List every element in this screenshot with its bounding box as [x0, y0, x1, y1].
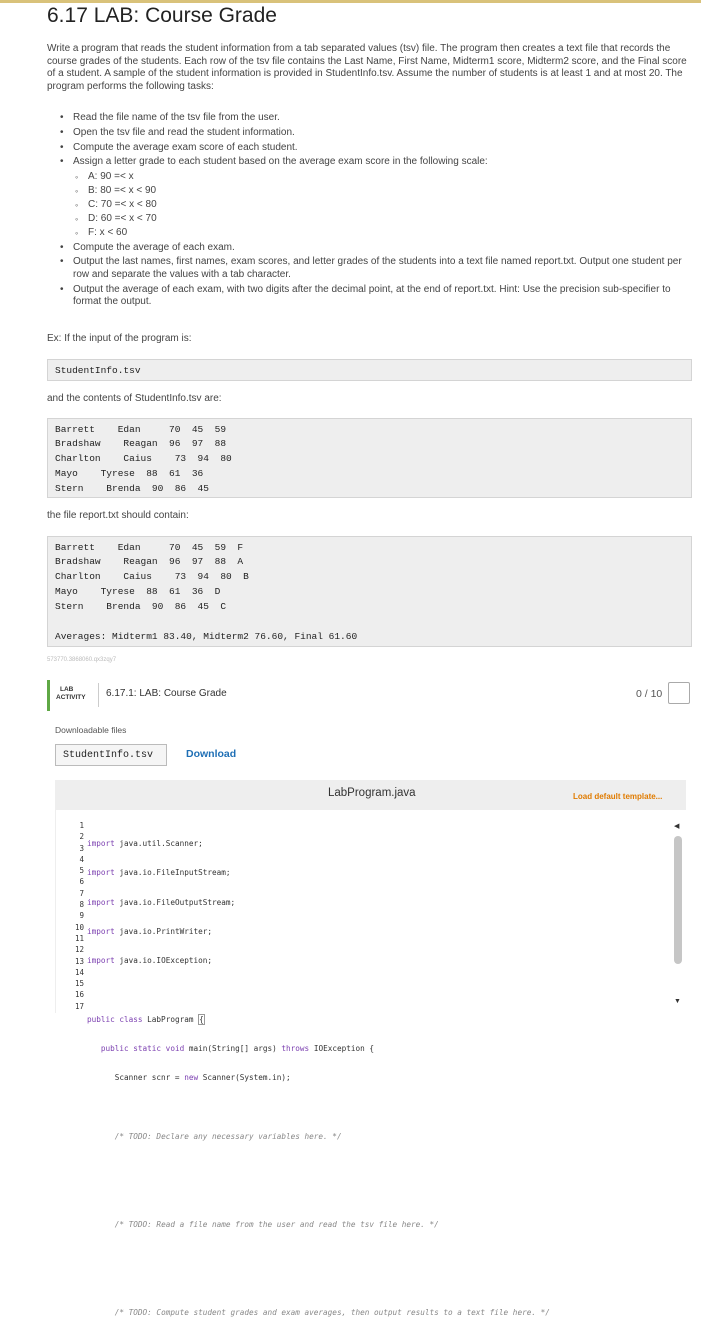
line-number: 8 — [79, 900, 84, 910]
line-number: 4 — [79, 854, 84, 864]
code-line — [87, 1102, 667, 1113]
code-line — [87, 1160, 667, 1171]
task-item: • Compute the average exam score of each student. — [73, 142, 693, 155]
code-area[interactable] — [87, 820, 667, 1336]
code-line: /* TODO: Read a file name from the user and read the tsv file here. */ — [114, 1219, 439, 1229]
report-label: the file report.txt should contain: — [47, 510, 189, 521]
code-line — [87, 1190, 667, 1201]
top-accent-line — [0, 0, 701, 3]
task-item: • Output the average of each exam, with two digits after the decimal point, at the end of report.txt. Hint: Use the precision sub-specifier to format the output. — [73, 284, 693, 309]
scroll-up-icon[interactable]: ◀ — [674, 823, 680, 830]
code-line: import java.util.Scanner; — [87, 839, 203, 848]
report-row: Stern Brenda 90 86 45 C — [55, 601, 227, 612]
scrollbar-thumb[interactable] — [674, 836, 682, 964]
example-input-label: Ex: If the input of the program is: — [47, 333, 192, 344]
grade-scale-item: ◦ A: 90 =< x — [88, 171, 693, 184]
page-title: 6.17 LAB: Course Grade — [47, 4, 277, 27]
code-line: Scanner scnr = new Scanner(System.in); — [87, 1073, 291, 1083]
intro-paragraph: Write a program that reads the student information from a tab separated values (tsv) file. The program then creates a text file that records the course grades of the students. Each row of the tsv file contains the Last Name, First Name, Midterm1 score, Midterm2 score, and the Final score of a student. A sample of the student information is provided in StudentInfo.tsv. Assume the number of students is at least 1 and at most 20. The program performs the following tasks: — [47, 43, 687, 92]
load-default-template-button[interactable]: Load default template... — [573, 792, 663, 801]
line-number: 9 — [79, 911, 84, 921]
example-input-text: StudentInfo.tsv — [55, 365, 141, 376]
lab-score: 0 / 10 — [636, 688, 663, 700]
editor-header — [55, 780, 686, 810]
line-number: 15 — [74, 979, 84, 989]
grade-scale-item: ◦ C: 70 =< x < 80 — [88, 199, 693, 212]
code-line: import java.io.FileOutputStream; — [87, 897, 236, 907]
grade-scale-item: ◦ F: x < 60 — [88, 227, 693, 240]
content-id: 573770.3868060.qx3zqy7 — [47, 657, 117, 663]
code-line: public class LabProgram { — [87, 1014, 204, 1024]
tsv-row: Charlton Caius 73 94 80 — [55, 453, 232, 464]
lab-activity-header — [47, 680, 692, 711]
grade-scale-item: ◦ D: 60 =< x < 70 — [88, 213, 693, 226]
code-line: /* TODO: Declare any necessary variables here. */ — [114, 1131, 342, 1141]
task-list — [73, 112, 693, 311]
downloadable-files-label: Downloadable files — [55, 725, 127, 735]
report-contents-box — [47, 536, 692, 647]
tsv-row: Mayo Tyrese 88 61 36 — [55, 468, 204, 479]
code-line — [87, 984, 667, 995]
scroll-down-icon[interactable]: ▼ — [674, 998, 681, 1005]
task-item: • Open the tsv file and read the student information. — [73, 127, 693, 140]
contents-label: and the contents of StudentInfo.tsv are: — [47, 393, 222, 404]
code-line: import java.io.FileInputStream; — [87, 868, 231, 878]
grade-scale-item: ◦ B: 80 =< x < 90 — [88, 185, 693, 198]
line-number: 3 — [79, 843, 84, 853]
tsv-row: Bradshaw Reagan 96 97 88 — [55, 438, 227, 449]
line-number: 7 — [79, 888, 84, 898]
code-line: import java.io.PrintWriter; — [87, 926, 212, 936]
code-editor[interactable] — [55, 810, 686, 1317]
lab-title: 6.17.1: LAB: Course Grade — [106, 688, 227, 699]
lab-tag-line: ACTIVITY — [56, 694, 86, 701]
line-number: 2 — [79, 832, 84, 842]
editor-filename: LabProgram.java — [328, 787, 416, 799]
code-line — [87, 1248, 667, 1259]
task-item — [73, 156, 693, 239]
file-chip: StudentInfo.tsv — [55, 744, 167, 766]
task-item: • Output the last names, first names, exam scores, and letter grades of the students into a text file named report.txt. Output one student per row and separate the values with a tab character. — [73, 256, 693, 281]
code-line: /* TODO: Compute student grades and exam averages, then output results to a text file here. */ — [114, 1307, 550, 1317]
line-number: 17 — [74, 1001, 84, 1011]
line-number: 13 — [74, 956, 84, 966]
download-button[interactable]: Download — [186, 748, 237, 760]
report-row: Bradshaw Reagan 96 97 88 A — [55, 556, 244, 567]
tsv-row: Stern Brenda 90 86 45 — [55, 483, 209, 494]
task-item: • Read the file name of the tsv file from the user. — [73, 112, 693, 125]
lab-activity-tag — [56, 686, 86, 702]
grade-scale-list — [88, 171, 693, 240]
code-line: public static void main(String[] args) throws IOException { — [100, 1044, 374, 1054]
report-averages: Averages: Midterm1 83.40, Midterm2 76.60, Final 61.60 — [55, 631, 358, 642]
completion-checkbox — [668, 682, 690, 704]
line-number: 1 — [79, 821, 84, 830]
report-row: Charlton Caius 73 94 80 B — [55, 571, 249, 582]
report-row: Barrett Edan 70 45 59 F — [55, 542, 244, 553]
line-number: 16 — [74, 990, 84, 1000]
example-input-box — [47, 359, 692, 381]
divider — [98, 683, 99, 707]
line-number: 10 — [74, 922, 84, 932]
report-row: Mayo Tyrese 88 61 36 D — [55, 586, 221, 597]
line-number: 6 — [79, 877, 84, 887]
task-item-text: Assign a letter grade to each student based on the average exam score in the following scale: — [73, 156, 488, 168]
line-number: 5 — [79, 866, 84, 876]
lab-tag-line: LAB — [60, 686, 74, 693]
code-line: import java.io.IOException; — [87, 956, 212, 966]
tsv-contents-box — [47, 418, 692, 498]
line-number: 14 — [74, 967, 84, 977]
code-line — [87, 1277, 667, 1288]
task-item: • Compute the average of each exam. — [73, 242, 693, 255]
tsv-row: Barrett Edan 70 45 59 — [55, 424, 227, 435]
line-number-gutter — [56, 820, 84, 1012]
line-number: 12 — [74, 945, 84, 955]
editor-scrollbar[interactable] — [673, 822, 683, 1013]
line-number: 11 — [74, 933, 84, 943]
